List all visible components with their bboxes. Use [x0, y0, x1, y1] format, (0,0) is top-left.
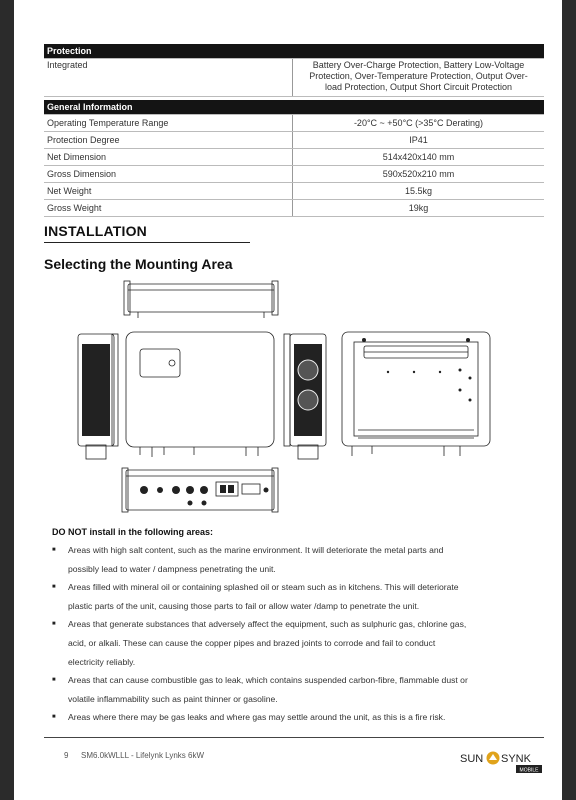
back-view-drawing	[342, 332, 490, 456]
list-item: ■ Areas that generate substances that adversely affect the equipment, such as sulphuric gas, chlorine gas, acid, or alkali. These can cause the copper pipes and brazed joints to corrode and fail to conduct electricity reliably.	[50, 615, 520, 672]
front-view-drawing	[126, 332, 274, 457]
page-number: 9	[64, 751, 69, 760]
value-line: Protection, Over-Temperature Protection, Output Over-	[309, 71, 528, 81]
footer-doc-title: SM6.0kWLLL - Lifelynk Lynks 6kW	[81, 751, 205, 760]
warning-title: DO NOT install in the following areas:	[52, 527, 214, 537]
mounting-heading: Selecting the Mounting Area	[44, 256, 233, 272]
list-item: ■ Areas where there may be gas leaks and where gas may settle around the unit, as this is a fire risk.	[50, 708, 520, 727]
row-value: -20°C ~ +50°C (>35°C Derating)	[293, 115, 545, 132]
mounting-drawings	[14, 0, 562, 520]
footer-divider	[44, 737, 544, 738]
list-item: ■ Areas filled with mineral oil or containing splashed oil or steam such as in kitchens. This will deteriorate plastic parts of the unit, causing those parts to fail or allow water /damp to penetrate the unit.	[50, 578, 520, 616]
general-header: General Information	[44, 100, 544, 115]
bullet-list	[50, 541, 520, 726]
list-item: ■ Areas that can cause combustible gas to leak, which contains suspended carbon-fibre, flammable dust or volatile inflammability such as paint thinner or gasoline.	[50, 671, 520, 709]
left-fan-panel	[82, 344, 110, 436]
row-label: Net Dimension	[44, 149, 293, 166]
row-value: 514x420x140 mm	[293, 149, 545, 166]
row-value: IP41	[293, 132, 545, 149]
row-label: Gross Weight	[44, 200, 293, 217]
value-line: Battery Over-Charge Protection, Battery Low-Voltage	[312, 60, 525, 70]
fan-icon	[298, 360, 318, 380]
row-label: Operating Temperature Range	[44, 115, 293, 132]
logo-sub-text: MOBILE	[519, 767, 539, 774]
logo-left-text: SUN	[460, 753, 484, 765]
logo-right-text: SYNK	[501, 753, 531, 765]
value-line: load Protection, Output Short Circuit Protection	[324, 82, 513, 92]
sunsynk-logo	[458, 742, 544, 776]
row-value: 590x520x210 mm	[293, 166, 545, 183]
installation-heading: INSTALLATION	[44, 223, 147, 239]
protection-header: Protection	[44, 44, 544, 59]
row-value: 15.5kg	[293, 183, 545, 200]
row-label: Net Weight	[44, 183, 293, 200]
row-label: Integrated	[44, 59, 293, 97]
top-view-drawing	[124, 281, 278, 318]
row-value: 19kg	[293, 200, 545, 217]
document-page	[14, 0, 562, 800]
row-label: Gross Dimension	[44, 166, 293, 183]
row-label: Protection Degree	[44, 132, 293, 149]
list-item: ■ Areas with high salt content, such as the marine environment. It will deteriorate the metal parts and possibly lead to water / dampness penetrating the unit.	[50, 541, 520, 579]
fan-icon	[298, 390, 318, 410]
